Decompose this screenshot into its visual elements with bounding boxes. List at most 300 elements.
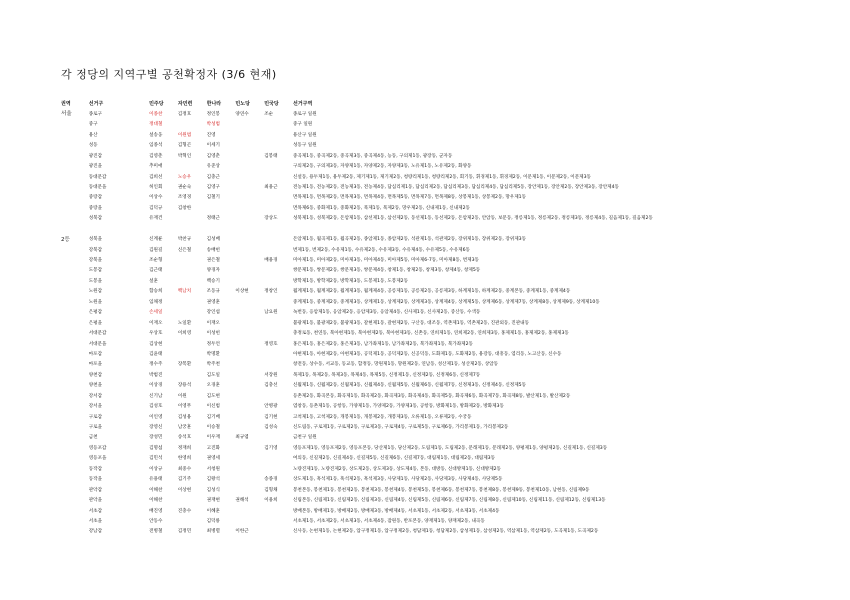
cell-area: 상도제1동, 흑석제1동, 흑석제2동, 흑석제3동, 사당제1동, 사당제2동, 사당제3동, 사당제4동, 사당제5동	[292, 477, 503, 483]
cell-district: 서대문을	[88, 341, 107, 347]
table-row	[61, 465, 850, 475]
cell-p5	[264, 267, 293, 277]
table-row	[61, 141, 850, 151]
cell-region	[61, 141, 89, 151]
cell-p4	[235, 381, 264, 391]
table-row	[61, 402, 850, 412]
table-row	[61, 183, 850, 193]
cell-district: 관악을	[88, 498, 103, 504]
cell-region	[61, 517, 89, 527]
cell-district: 관악갑	[88, 487, 103, 493]
cell-p3: 권영훈	[206, 299, 220, 305]
table-row	[61, 110, 850, 120]
table-row	[61, 486, 850, 496]
page-title: 각 정당의 지역구별 공천확정자 (3/6 현재)	[61, 68, 277, 81]
cell-p2: 이원범	[177, 132, 192, 138]
cell-p4	[235, 214, 264, 224]
cell-p2	[178, 256, 207, 266]
cell-area: 여의동, 신길제2동, 신길제4동, 신길제5동, 신길제6동, 신길제7동, 대림제1동, 대림제2동, 대림제3동	[292, 456, 496, 462]
cell-p3: 유준상	[206, 164, 220, 170]
cell-area: 면목제6동, 중화제1동, 중화제2동, 묵제1동, 묵제2동, 망우제2동, 신내제1동, 신내제2동	[292, 205, 470, 211]
cell-p1: 설훈	[149, 278, 158, 284]
cell-p5: 서장원	[264, 372, 278, 378]
cell-region	[61, 204, 89, 214]
cell-p4	[235, 173, 264, 183]
cell-p4	[235, 371, 264, 381]
cell-p2: 한영희	[177, 456, 192, 462]
cell-p5	[264, 454, 293, 464]
table-row	[61, 131, 850, 141]
table-row	[61, 340, 850, 350]
table-spacer-row	[61, 225, 850, 235]
column-header: 한나라	[206, 100, 222, 107]
table-row	[61, 507, 850, 517]
cell-p5: 김충선	[264, 383, 278, 389]
table-row	[61, 444, 850, 454]
cell-district: 구로을	[88, 425, 103, 431]
cell-p1: 이상규	[149, 466, 163, 472]
cell-region	[61, 465, 89, 475]
cell-p4	[235, 465, 264, 475]
table-row	[61, 256, 850, 266]
cell-p1: 우상호	[149, 331, 163, 337]
cell-area: 면목제1동, 면목제2동, 면목제3동, 면목제4동, 면목제5동, 면목제7동, 면목제8동, 상봉제1동, 상봉제2동, 망우제1동	[292, 195, 527, 201]
cell-p4	[235, 204, 264, 214]
cell-p5	[264, 319, 293, 329]
cell-p2	[178, 267, 207, 277]
cell-region	[61, 371, 89, 381]
cell-region	[61, 162, 89, 172]
table-row	[61, 246, 850, 256]
cell-p5	[264, 528, 293, 538]
cell-p5	[264, 131, 293, 141]
cell-district: 은평을	[88, 320, 103, 326]
cell-p5: 최용근	[264, 184, 278, 190]
cell-area: 중계제1동, 중계제2동, 중계제3동, 상계제1동, 상계제2동, 상계제3동, 상계제4동, 상계제5동, 상계제6동, 상계제7동, 상계제8동, 상계제9동, 상계제10동	[292, 299, 600, 305]
cell-region	[61, 329, 89, 339]
cell-p2: 백남치	[177, 289, 192, 295]
cell-region	[61, 486, 89, 496]
cell-region	[61, 413, 89, 423]
cell-region	[61, 444, 89, 454]
cell-region	[61, 434, 89, 444]
cell-p5: 송종경	[264, 477, 278, 483]
cell-p2: 김성용	[177, 414, 192, 420]
cell-area: 종로구 일원	[292, 111, 317, 117]
cell-p1: 이상수	[149, 195, 163, 201]
cell-p2: 김기주	[177, 477, 192, 483]
cell-p3: 김성식	[206, 487, 220, 493]
cell-district: 도봉갑	[88, 268, 103, 274]
cell-region	[61, 267, 89, 277]
table-row	[61, 528, 850, 538]
cell-p5: 김성숙	[264, 425, 278, 431]
cell-region	[61, 194, 89, 204]
cell-region	[61, 308, 89, 318]
cell-region	[61, 475, 89, 485]
cell-p2	[178, 298, 207, 308]
cell-p3: 김철기	[206, 195, 220, 201]
cell-p4	[235, 517, 264, 527]
cell-p4	[235, 444, 264, 454]
cell-p3: 김성배	[206, 237, 220, 243]
cell-p4: 이한근	[235, 529, 249, 535]
cell-region	[61, 298, 89, 308]
spacer-cell	[61, 225, 850, 235]
candidate-table	[61, 98, 850, 538]
cell-district: 성북을	[88, 237, 103, 243]
cell-district: 영등포을	[88, 456, 107, 462]
cell-p5	[264, 507, 293, 517]
cell-p1: 이재오	[149, 320, 163, 326]
cell-district: 서초갑	[88, 508, 103, 514]
cell-p5	[264, 120, 293, 130]
cell-p4	[235, 350, 264, 360]
column-header: 선거구	[88, 100, 104, 107]
cell-region: 2등	[61, 236, 70, 243]
cell-p5: 정창인	[264, 289, 278, 295]
cell-p1: 김영춘	[149, 153, 163, 159]
cell-district: 구로갑	[88, 414, 103, 420]
cell-district: 성북갑	[88, 216, 103, 222]
cell-district: 동작갑	[88, 466, 103, 472]
cell-district: 강서갑	[88, 393, 103, 399]
cell-p1: 신계륜	[149, 237, 163, 243]
cell-district: 강북갑	[88, 247, 103, 253]
cell-area: 돈암제1동, 월곡제1동, 월곡제2동, 종암제1동, 종암제2동, 석관제1동, 석관제2동, 장위제1동, 장위제2동, 장위제3동	[292, 237, 527, 243]
cell-p5: 정영호	[264, 341, 278, 347]
cell-p3: 김영춘	[206, 153, 220, 159]
cell-p2	[178, 308, 207, 318]
cell-p5: 김기현	[264, 414, 278, 420]
cell-area: 구의제2동, 구의제3동, 자양제1동, 자양제2동, 자양제3동, 노유제1동, 노유제2동, 화양동	[292, 164, 472, 170]
cell-region	[61, 496, 89, 506]
cell-p2: 이희영	[177, 331, 192, 337]
cell-p3: 양경자	[206, 268, 220, 274]
table-row	[61, 413, 850, 423]
cell-p3: 진영	[206, 132, 216, 138]
cell-p3: 박주천	[206, 362, 220, 368]
cell-p2	[178, 350, 207, 360]
cell-p4: 권해석	[235, 498, 249, 504]
cell-p3: 권영세	[206, 456, 220, 462]
cell-area: 중곡제1동, 중곡제2동, 중곡제3동, 중곡제4동, 능동, 구의제1동, 광장동, 군자동	[292, 153, 453, 159]
cell-p4	[235, 329, 264, 339]
cell-p5	[264, 298, 293, 308]
cell-p3: 박성범	[206, 122, 220, 128]
cell-p5	[264, 204, 293, 214]
cell-district: 영등포갑	[88, 445, 107, 451]
column-header: 민국당	[264, 100, 279, 107]
table-row	[61, 194, 850, 204]
cell-area: 용산구 일원	[292, 132, 317, 138]
cell-p3: 정인봉	[206, 111, 220, 117]
cell-district: 노원갑	[88, 289, 103, 295]
cell-p5	[264, 517, 293, 527]
cell-district: 동작을	[88, 477, 103, 483]
cell-district: 종로구	[88, 111, 103, 117]
cell-area: 등촌제2동, 화곡본동, 화곡제1동, 화곡제2동, 화곡제3동, 화곡제4동, 화곡제5동, 화곡제6동, 화곡제7동, 화곡제8동, 발산제1동, 발산제2동	[292, 393, 571, 399]
cell-region	[61, 423, 89, 433]
table-row	[61, 350, 850, 360]
cell-p1: 김원길	[149, 247, 163, 253]
cell-district: 강서을	[88, 404, 103, 410]
cell-p2: 진충수	[177, 508, 192, 514]
cell-p3: 정두언	[206, 341, 220, 347]
cell-p2: 신은철	[177, 247, 192, 253]
cell-p2	[178, 120, 207, 130]
cell-p4	[235, 235, 264, 245]
cell-p2: 이상현	[177, 487, 192, 493]
cell-area: 쌍문제1동, 쌍문제2동, 쌍문제3동, 쌍문제4동, 창제1동, 창제2동, 창제3동, 창제4동, 창제5동	[292, 268, 481, 274]
cell-p1: 임종석	[149, 143, 163, 149]
cell-p2: 조영경	[177, 195, 192, 201]
cell-area: 서초제1동, 서초제2동, 서초제3동, 서초제4동, 잠원동, 반포본동, 양재제1동, 양재제2동, 내곡동	[292, 518, 485, 524]
table-row	[61, 454, 850, 464]
cell-p1: 김민석	[149, 456, 163, 462]
cell-p3: 고진화	[206, 445, 220, 451]
table-row	[61, 298, 850, 308]
cell-district: 동대문을	[88, 184, 107, 190]
cell-district: 광진갑	[88, 153, 103, 159]
cell-p4	[235, 392, 264, 402]
cell-area: 신사동, 논현제1동, 논현제2동, 압구정제1동, 압구정제2동, 청담제1동, 청담제2동, 삼성제1동, 삼성제2동, 역삼제1동, 역삼제2동, 도곡제1동, 도곡제2동	[292, 529, 599, 535]
cell-p1: 김성호	[149, 404, 163, 410]
cell-area: 신설동, 용두제1동, 용두제2동, 제기제1동, 제기제2동, 청량리제1동, 청량리제2동, 회기동, 휘경제1동, 휘경제2동, 이문제1동, 이문제2동, 이문제3동	[292, 174, 591, 180]
table-row	[61, 287, 850, 297]
cell-p2: 김형곤	[177, 143, 192, 149]
cell-p5: 안병광	[264, 404, 278, 410]
cell-p2: 이영무	[177, 404, 192, 410]
cell-area: 방학제1동, 방학제2동, 방학제3동, 도봉제1동, 도봉제2동	[292, 278, 409, 284]
cell-p1: 이인영	[149, 414, 163, 420]
cell-region	[61, 287, 89, 297]
cell-district: 용산	[88, 132, 98, 138]
cell-area: 중구 일원	[292, 122, 313, 128]
column-header: 자민련	[177, 100, 193, 107]
table-row	[61, 371, 850, 381]
cell-p3: 조동규	[206, 289, 220, 295]
cell-district: 중구	[88, 122, 98, 128]
cell-p2: 김정호	[177, 111, 192, 117]
cell-p1: 이종찬	[149, 111, 163, 117]
cell-area: 월계제1동, 월계제2동, 월계제3동, 월계제4동, 공릉제1동, 공릉제2동, 공릉제3동, 하계제1동, 하계제2동, 중계본동, 중계제1동, 중계제4동	[292, 289, 571, 295]
cell-p4	[235, 152, 264, 162]
cell-p2: 박혁인	[177, 153, 192, 159]
table-row	[61, 329, 850, 339]
cell-area: 신월제1동, 신월제2동, 신월제3동, 신월제4동, 신월제5동, 신월제6동, 신월제7동, 신정제3동, 신정제4동, 신정제5동	[292, 383, 527, 389]
table-row	[61, 214, 850, 224]
cell-area: 창전동, 상수동, 서교동, 동교동, 합정동, 망원제1동, 망원제2동, 연남동, 성산제1동, 성산제2동, 상암동	[292, 362, 499, 368]
cell-p1: 김윤태	[149, 351, 163, 357]
cell-p5	[264, 246, 293, 256]
cell-p4	[235, 183, 264, 193]
cell-district: 동대문갑	[88, 174, 107, 180]
cell-area: 성북제1동, 성북제2동, 돈암제1동, 삼선제1동, 삼선제2동, 동선제1동, 동선제2동, 돈암제2동, 안암동, 보문동, 정릉제1동, 정릉제2동, 정릉제3동, 정릉제4동, 길음제1동, 길음제2동	[292, 216, 653, 222]
cell-area: 미아제1동, 미아제2동, 미아제3동, 미아제4동, 미아제5동, 미아제6-7동, 미아제8동, 번제3동	[292, 258, 479, 264]
table-row	[61, 434, 850, 444]
cell-p5	[264, 350, 293, 360]
cell-p5	[264, 329, 293, 339]
cell-area: 노량진제1동, 노량진제2동, 상도제2동, 상도제3동, 상도제4동, 본동, 대방동, 신대방제1동, 신대방제2동	[292, 466, 501, 472]
cell-region	[61, 340, 89, 350]
cell-area: 목제1동, 목제2동, 목제3동, 목제4동, 목제5동, 신정제1동, 신정제2동, 신정제6동, 신정제7동	[292, 372, 481, 378]
cell-district: 노원을	[88, 299, 103, 305]
cell-p3: 이성헌	[206, 331, 220, 337]
cell-p5: 김봉태	[264, 153, 278, 159]
cell-p2: 정재희	[177, 445, 192, 451]
cell-district: 서대문갑	[88, 331, 107, 337]
cell-district: 광진을	[88, 164, 103, 170]
cell-p1: 전병철	[149, 529, 163, 535]
cell-p4	[235, 267, 264, 277]
cell-p3: 이우재	[206, 435, 220, 441]
cell-p5: 배용경	[264, 258, 278, 264]
cell-p3: 송배헌	[206, 247, 220, 253]
cell-area: 불광제1동, 불광제2동, 불광제3동, 갈현제1동, 갈현제2동, 구산동, 대조동, 역촌제1동, 역촌제2동, 진관외동, 진관내동	[292, 320, 530, 326]
cell-region	[61, 507, 89, 517]
cell-p5: 이용희	[264, 498, 278, 504]
cell-p5: 김형채	[264, 487, 278, 493]
column-header: 민노당	[235, 100, 250, 107]
cell-p4	[235, 194, 264, 204]
cell-p4	[235, 131, 264, 141]
cell-p1: 장성민	[149, 435, 163, 441]
cell-p2: 박찬규	[177, 237, 192, 243]
cell-p4	[235, 308, 264, 318]
cell-p5: 남요원	[264, 310, 278, 316]
cell-p1: 안동수	[149, 518, 163, 524]
cell-p3: 김덕룡	[206, 518, 220, 524]
cell-area: 신림본동, 신림제1동, 신림제2동, 신림제3동, 신림제4동, 신림제5동, 신림제6동, 신림제7동, 신림제8동, 신림제10동, 신림제11동, 신림제12동, 신림제13동	[292, 498, 606, 504]
cell-p3: 이세기	[206, 143, 220, 149]
table-row	[61, 204, 850, 214]
cell-area: 고척제1동, 고척제2동, 개봉제1동, 개봉제2동, 개봉제3동, 오류제1동, 오류제2동, 수궁동	[292, 414, 472, 420]
cell-region	[61, 183, 89, 193]
cell-p1: 추미애	[149, 164, 163, 170]
column-header: 선거구역	[292, 100, 313, 107]
cell-region	[61, 392, 89, 402]
cell-p1: 정수주	[149, 362, 163, 368]
cell-area: 염창동, 등촌제1동, 공항동, 가양제1동, 가양제2동, 가양제3동, 공항동, 방화제1동, 방화제2동, 방화제3동	[292, 404, 504, 410]
cell-p2: 김정민	[177, 529, 192, 535]
cell-district: 중랑갑	[88, 195, 103, 201]
cell-p5	[264, 361, 293, 371]
column-header: 민주당	[149, 100, 164, 107]
table-header-row	[61, 98, 850, 110]
cell-region: 서울	[61, 111, 72, 118]
cell-p3: 최병렬	[206, 529, 220, 535]
table-row	[61, 361, 850, 371]
cell-p1: 배진영	[149, 508, 163, 514]
cell-p3: 박명환	[206, 351, 220, 357]
cell-area: 전농제1동, 전농제2동, 전농제3동, 전농제4동, 답십리제1동, 답십리제2동, 답십리제3동, 답십리제4동, 답십리제5동, 장안제1동, 장안제2동, 장안제3동, 장안제4동	[292, 184, 619, 190]
cell-p4	[235, 402, 264, 412]
cell-area: 번제1동, 번제2동, 수유제1동, 수유제2동, 수유제3동, 수유제4동, 수유제5동, 수유제6동	[292, 247, 470, 253]
cell-p2: 이원	[177, 393, 187, 399]
cell-region	[61, 277, 89, 287]
cell-p2: 김창한	[177, 205, 192, 211]
cell-p4	[235, 298, 264, 308]
cell-p3: 이신범	[206, 404, 220, 410]
table-row	[61, 319, 850, 329]
cell-region	[61, 256, 89, 266]
cell-p3: 권재현	[206, 498, 220, 504]
table-row	[61, 496, 850, 506]
table-row	[61, 423, 850, 433]
cell-p5	[264, 141, 293, 151]
cell-p3: 김도일	[206, 372, 220, 378]
cell-p4: 양연수	[235, 111, 249, 117]
cell-p2	[178, 340, 207, 350]
cell-p4	[235, 340, 264, 350]
cell-p4	[235, 454, 264, 464]
cell-area: 충정로동, 천연동, 북아현제1동, 북아현제2동, 북아현제3동, 신촌동, 연희제1동, 연희제2동, 연희제3동, 홍제제1동, 홍제제2동, 홍제제3동	[292, 331, 569, 337]
cell-p1: 신기남	[149, 393, 163, 399]
cell-p2	[178, 496, 207, 506]
cell-p3: 권은철	[206, 258, 220, 264]
cell-p4: 이상현	[235, 289, 249, 295]
cell-district: 서초을	[88, 518, 103, 524]
cell-p5	[264, 392, 293, 402]
cell-region	[61, 246, 89, 256]
cell-district: 양천을	[88, 383, 103, 389]
cell-p3: 김영구	[206, 184, 220, 190]
cell-p5	[264, 194, 293, 204]
table-row	[61, 308, 850, 318]
table-row	[61, 267, 850, 277]
cell-p3: 김왕석	[206, 477, 220, 483]
cell-p5	[264, 173, 293, 183]
cell-region	[61, 152, 89, 162]
cell-p4	[235, 507, 264, 517]
cell-p2: 장복환	[177, 362, 192, 368]
cell-p4	[235, 141, 264, 151]
cell-region	[61, 361, 89, 371]
cell-p1: 허인회	[149, 184, 163, 190]
cell-district: 강북을	[88, 258, 103, 264]
cell-area: 영등포제1동, 영등포제2동, 영등포본동, 당산제1동, 당산제2동, 도림제1동, 도림제2동, 문래제1동, 문래제2동, 양평제1동, 양평제2동, 신길제1동, 신길제3동	[292, 445, 608, 451]
cell-p1: 이해찬	[149, 498, 163, 504]
cell-p4	[235, 256, 264, 266]
cell-p1: 이상경	[149, 383, 163, 389]
cell-district: 성동	[88, 143, 98, 149]
cell-p5	[264, 277, 293, 287]
table-row	[61, 475, 850, 485]
cell-area: 성동구 일원	[292, 143, 317, 149]
cell-district: 양천갑	[88, 372, 103, 378]
cell-region	[61, 173, 89, 183]
cell-p1: 조순형	[149, 258, 163, 264]
cell-p1: 김희선	[149, 174, 163, 180]
cell-p3: 백승기	[206, 278, 220, 284]
cell-p1: 이해찬	[149, 487, 163, 493]
cell-p2	[178, 277, 207, 287]
cell-p2	[178, 162, 207, 172]
cell-region	[61, 214, 89, 224]
cell-p2: 장용석	[177, 383, 192, 389]
cell-p2: 노승우	[177, 174, 192, 180]
cell-area: 방배본동, 방배제1동, 방배제2동, 방배제3동, 방배제4동, 서초제1동, 서초제2동, 서초제3동, 서초제4동	[292, 508, 500, 514]
cell-p3: 김기배	[206, 414, 220, 420]
cell-p4	[235, 246, 264, 256]
cell-district: 중랑을	[88, 205, 103, 211]
cell-p3: 이혜훈	[206, 508, 220, 514]
cell-p5: 김기영	[264, 445, 278, 451]
cell-p3: 김도현	[206, 393, 220, 399]
table-row	[61, 392, 850, 402]
cell-p3: 오경훈	[206, 383, 220, 389]
